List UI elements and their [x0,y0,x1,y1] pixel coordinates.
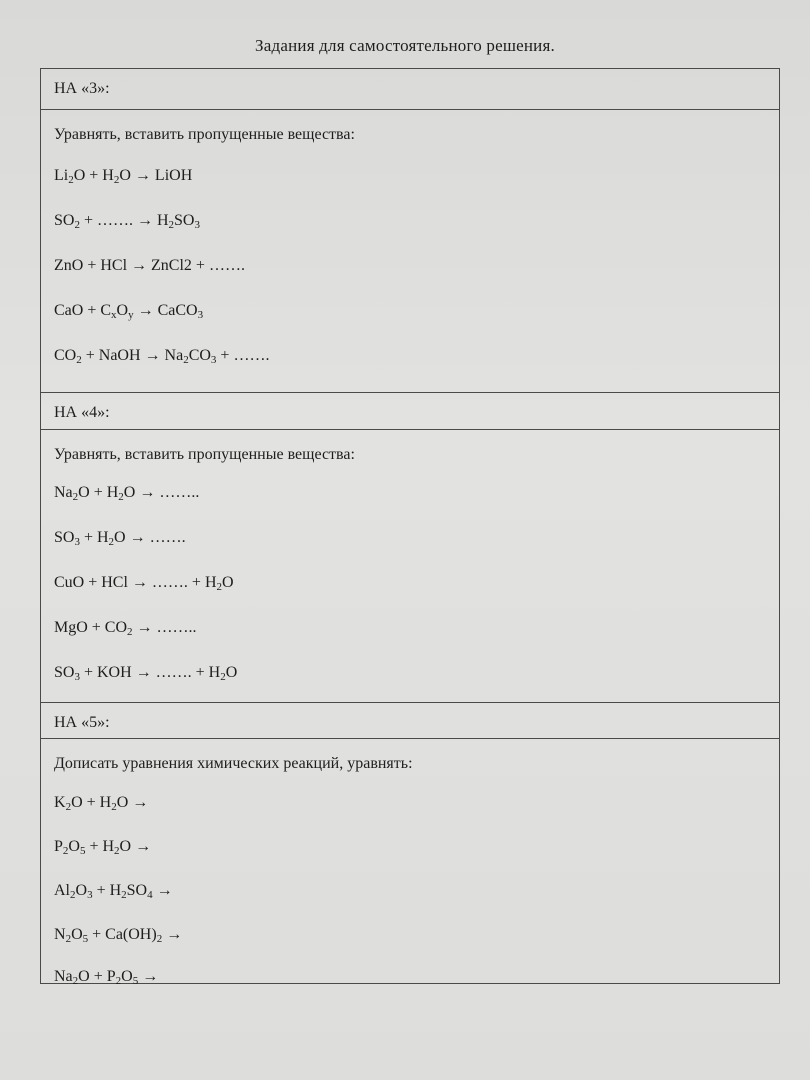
formula-text: CO [54,347,77,364]
formula-text: O → …….. [123,484,200,501]
section-3-body [40,109,780,393]
formula-text: Na [54,968,73,985]
formula-text: O → ……. [114,529,186,546]
formula-text: O → [116,794,149,811]
formula-text: P [54,838,63,855]
equation [54,167,192,185]
subscript: 3 [194,219,200,231]
section-3-label-row [40,68,780,110]
section-3-instruction: Уравнять, вставить пропущенные вещества: [54,126,355,143]
formula-text: + ……. → H [79,212,169,229]
formula-text: O + P [78,968,116,985]
section-4-label-row [40,392,780,430]
subscript: 2 [115,975,122,987]
section-4-body [40,429,780,703]
section-5-body [40,738,780,987]
subscript: 2 [118,491,124,503]
subscript: 3 [210,354,217,366]
formula-text: + KOH → ……. + H [79,664,221,681]
formula-text: + H [92,882,122,899]
subscript: 2 [72,975,79,987]
subscript: 2 [168,219,175,231]
section-3-label: НА «3»: [54,80,110,97]
formula-text: O [75,882,88,899]
formula-text: + H [85,838,115,855]
subscript: 5 [82,933,89,945]
formula-text: + H [79,529,109,546]
subscript: 2 [156,933,163,945]
subscript: 3 [197,309,204,321]
formula-text: CaO + C [54,302,112,319]
formula-text: O [121,968,133,985]
equation [54,529,186,547]
subscript: 2 [72,491,79,503]
formula-text: → [138,968,159,985]
formula-text: → CaCO [133,302,198,319]
formula-text: SO [54,529,75,546]
formula-text: O [222,574,234,591]
formula-text: → …….. [132,619,197,636]
subscript: 2 [121,889,127,901]
subscript: y [128,309,134,321]
subscript: 2 [76,354,82,366]
formula-text: O + H [73,167,114,184]
subscript: 2 [74,219,80,231]
equation [54,212,200,230]
subscript: 2 [220,671,226,683]
formula-text: O → LiOH [119,167,193,184]
page-title: Задания для самостоятельного решения. [255,36,555,55]
section-4-label: НА «4»: [54,404,110,421]
formula-text: SO [54,212,75,229]
equation [54,968,158,986]
formula-text: SO [126,882,148,899]
formula-text: → [162,926,183,943]
equation [54,302,203,320]
formula-text: O [116,302,129,319]
formula-text: + Ca(OH) [88,926,157,943]
formula-text: Na [54,484,73,501]
formula-text: K [54,794,66,811]
formula-text: + NaOH → Na [81,347,184,364]
subscript: 2 [70,889,76,901]
equation [54,794,148,812]
equation [54,926,182,944]
equation [54,347,269,365]
subscript: 2 [68,174,74,186]
subscript: 2 [108,536,115,548]
subscript: 5 [132,975,139,987]
section-4-instruction: Уравнять, вставить пропущенные вещества: [54,446,355,463]
subscript: 4 [147,889,153,901]
subscript: 2 [111,801,117,813]
formula-text: N [54,926,66,943]
subscript: 2 [216,581,222,593]
section-5-instruction: Дописать уравнения химических реакций, уравнять: [54,755,413,772]
subscript: 2 [183,354,189,366]
formula-text: CO [188,347,211,364]
section-5-label: НА «5»: [54,714,110,731]
formula-text: SO [54,664,75,681]
formula-text: SO [174,212,195,229]
formula-text: O [68,838,80,855]
formula-text: ZnO + HCl → ZnCl2 + ……. [54,257,245,274]
subscript: 2 [65,933,72,945]
formula-text: O + H [71,794,112,811]
equation [54,664,237,682]
equation [54,257,245,275]
subscript: 2 [127,626,133,638]
subscript: 2 [113,174,120,186]
tasks-table [40,68,780,987]
subscript: 3 [87,889,93,901]
formula-text: → [152,882,173,899]
equation [54,484,199,502]
formula-text: O [71,926,83,943]
subscript: 2 [114,845,120,857]
formula-text: O + H [78,484,119,501]
formula-text: Al [54,882,70,899]
subscript: 2 [62,845,69,857]
formula-text: Li [54,167,69,184]
equation [54,838,151,856]
subscript: 3 [74,671,80,683]
subscript: x [111,309,117,321]
subscript: 2 [65,801,72,813]
equation [54,882,173,900]
formula-text: MgO + CO [54,619,128,636]
formula-text: + ……. [216,347,270,364]
formula-text: CuO + HCl → ……. + H [54,574,217,591]
subscript: 3 [74,536,80,548]
formula-text: O [225,664,238,681]
equation [54,619,197,637]
equation [54,574,234,592]
formula-text: O → [119,838,152,855]
subscript: 5 [79,845,86,857]
section-5-label-row [40,702,780,739]
